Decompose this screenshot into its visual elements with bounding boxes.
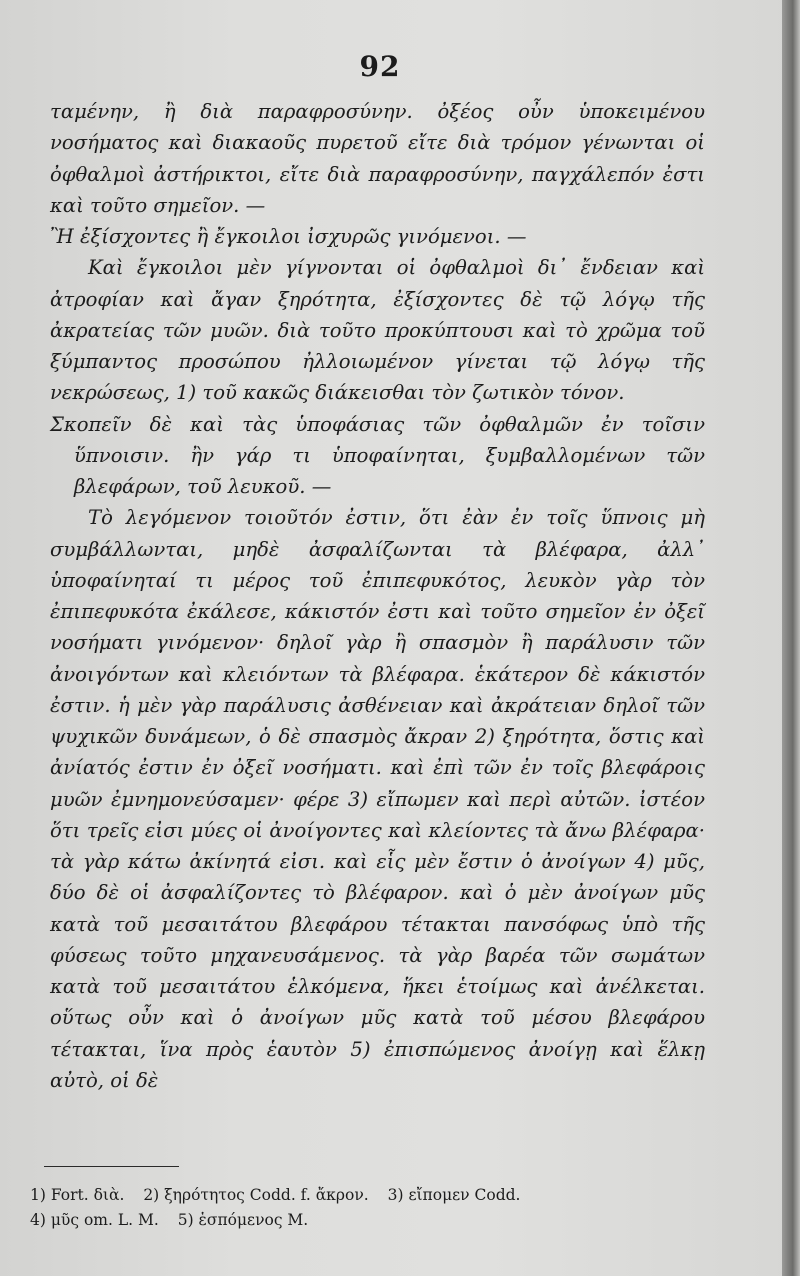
footnote-1: 1) Fort. διὰ. <box>30 1186 125 1204</box>
paragraph-commentary-eyelids: Τὸ λεγόμενον τοιοῦτόν ἐστιν, ὅτι ἐὰν ἐν τοῖς ὕπνοις μὴ συμβάλλωνται, μηδὲ ἀσφαλίζωνται τὰ βλέφαρα, ἀλλ᾽ ὑποφαίνηταί τι μέρος τοῦ ἐπιπεφυκότος, λευκὸν γὰρ τὸν ἐπιπεφυκότα ἐκάλεσε, κάκιστόν ἐστι καὶ τοῦτο σημεῖον ἐν ὀξεῖ νοσήματι γινόμενον· δηλοῖ γὰρ ἢ σπασμὸν ἢ παράλυσιν τῶν ἀνοιγόντων καὶ κλειόντων τὰ βλέφαρα. ἑκάτερον δὲ κάκιστόν ἐστιν. ἡ μὲν γὰρ παράλυσις ἀσθένειαν καὶ ἀκράτειαν δηλοῖ τῶν ψυχικῶν δυνάμεων, ὁ δὲ σπασμὸς ἄκραν 2) ξηρότητα, ὅστις καὶ ἀνίατός ἐστιν ἐν ὀξεῖ νοσήματι. καὶ ἐπὶ τῶν ἐν τοῖς βλεφάροις μυῶν ἐμνημονεύσαμεν· φέρε 3) εἴπωμεν καὶ περὶ αὐτῶν. ἰστέον ὅτι τρεῖς εἰσι μύες οἱ ἀνοίγοντες καὶ κλείοντες τὰ ἄνω βλέφαρα· τὰ γὰρ κάτω ἀκίνητά εἰσι. καὶ εἷς μὲν ἔστιν ὁ ἀνοίγων 4) μῦς, δύο δὲ οἱ ἀσφαλίζοντες τὸ βλέφαρον. καὶ ὁ μὲν ἀνοίγων μῦς κατὰ τοῦ μεσαιτάτου βλεφάρου τέτακται πανσόφως ὑπὸ τῆς φύσεως τοῦτο μηχανευσάμενος. τὰ γὰρ βαρέα τῶν σωμάτων κατὰ τοῦ μεσαιτάτου ἑλκόμενα, ἥκει ἑτοίμως καὶ ἀνέλκεται. οὕτως οὖν καὶ ὁ ἀνοίγων μῦς κατὰ τοῦ μέσου βλεφάρου τέτακται, ἵνα πρὸς ἑαυτὸν 5) ἐπισπώμενος ἀνοίγῃ καὶ ἕλκῃ αὐτὸ, οἱ δὲ <box>50 506 705 1092</box>
footnote-line-2 <box>30 1208 702 1233</box>
footnote-3: 3) εἴπομεν Codd. <box>387 1186 521 1204</box>
footnote-rule <box>44 1166 179 1167</box>
paragraph-lemma: Ἢ ἐξίσχοντες ἢ ἔγκοιλοι ἰσχυρῶς γινόμενοι. — <box>50 225 527 248</box>
footnote-5: 5) ἑσπόμενος M. <box>177 1211 309 1229</box>
footnote-2: 2) ξηρότητος Codd. f. ἄκρον. <box>143 1186 369 1204</box>
paragraph-commentary-eyes: Καὶ ἔγκοιλοι μὲν γίγνονται οἱ ὀφθαλμοὶ δι᾽ ἔνδειαν καὶ ἀτροφίαν καὶ ἄγαν ξηρότητα, ἐξίσχοντες δὲ τῷ λόγῳ τῆς ἀκρατείας τῶν μυῶν. διὰ τοῦτο προκύπτουσι καὶ τὸ χρῶμα τοῦ ξύμπαντος προσώπου ἠλλοιωμένον γίνεται τῷ λόγῳ τῆς νεκρώσεως, 1) τοῦ κακῶς διάκεισθαι τὸν ζωτικὸν τόνον. <box>50 256 705 405</box>
page-number: 92 <box>359 50 401 83</box>
body-text <box>50 96 705 1096</box>
paragraph-lemma-sleep: Σκοπεῖν δὲ καὶ τὰς ὑποφάσιας τῶν ὀφθαλμῶν ἐν τοῖσιν ὕπνοισιν. ἢν γάρ τι ὑποφαίνηται, ξυμβαλλομένων τῶν βλεφάρων, τοῦ λευκοῦ. — <box>50 412 705 498</box>
paragraph-continuation: ταμένην, ἢ διὰ παραφροσύνην. ὀξέος οὖν ὑποκειμένου νοσήματος καὶ διακαοῦς πυρετοῦ εἴτε διὰ τρόμον γένωνται οἱ ὀφθαλμοὶ ἀστήρικτοι, εἴτε διὰ παραφροσύνην, παγχάλεπόν ἐστι καὶ τοῦτο σημεῖον. — <box>50 100 705 217</box>
footnote-line-1 <box>30 1183 702 1208</box>
footnote-4: 4) μῦς om. L. M. <box>30 1211 159 1229</box>
book-spine-shadow <box>782 0 800 1276</box>
footnotes <box>30 1183 702 1233</box>
